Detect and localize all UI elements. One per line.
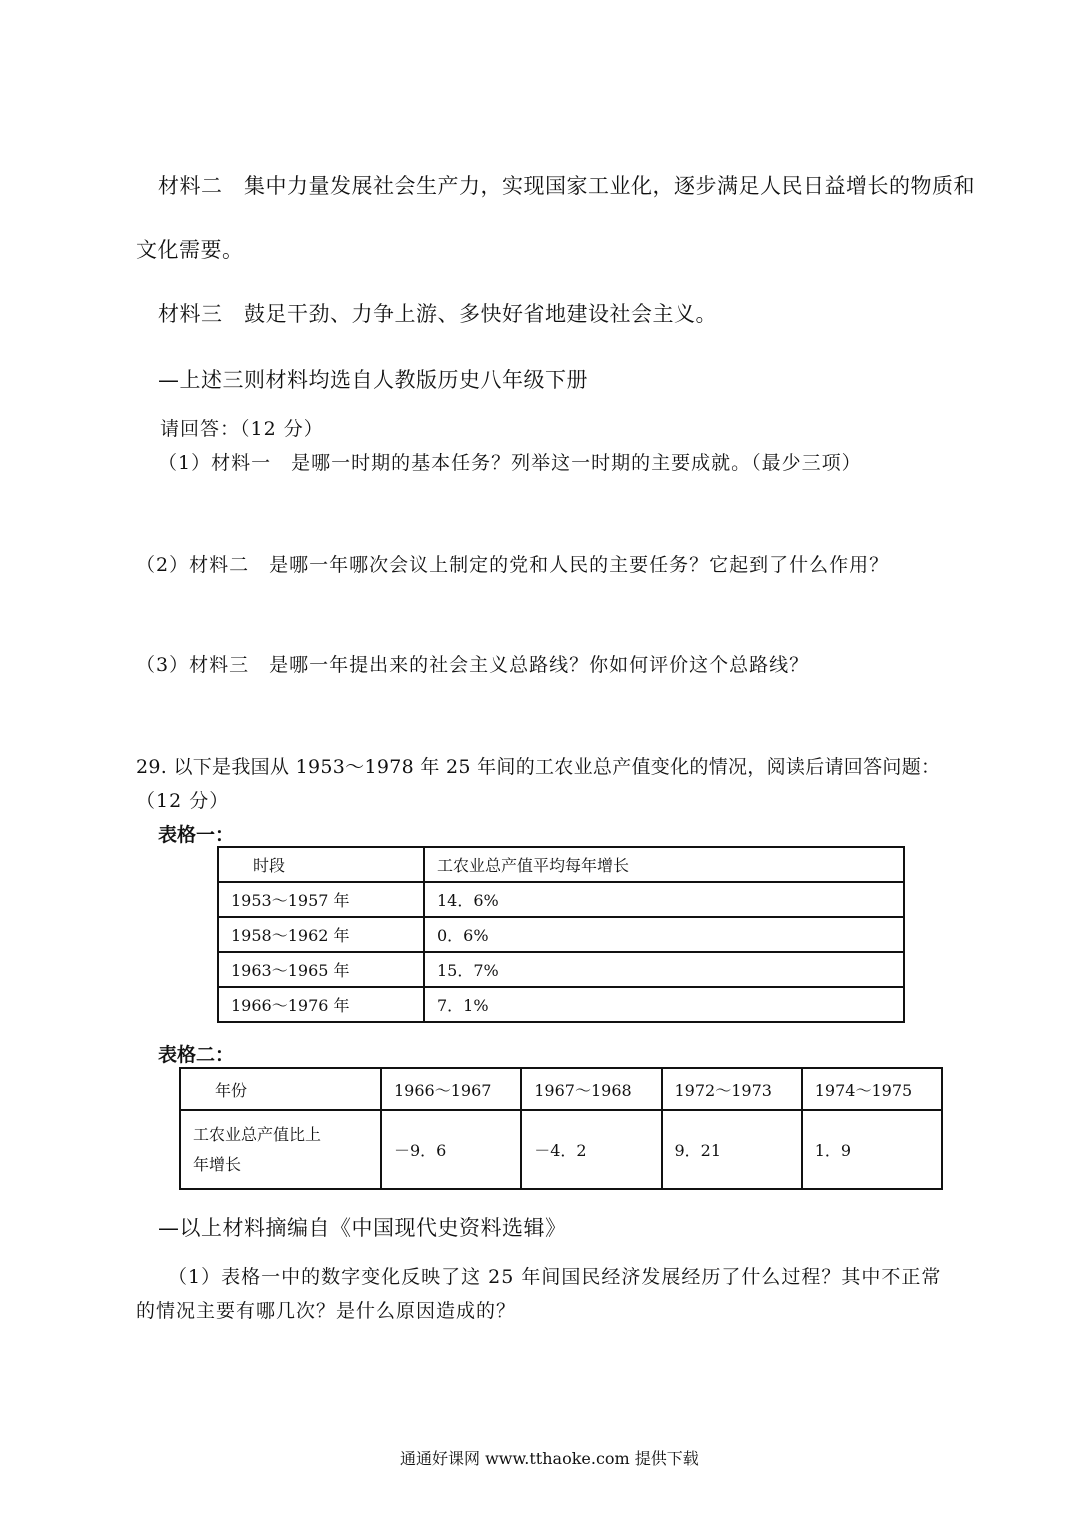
table-row [218,952,904,987]
table-row [218,882,904,917]
table-row [180,1068,942,1110]
answer-prompt: 请回答：（12 分） [160,418,324,440]
table-cell: 1958～1962 年 [218,917,424,952]
table-2 [179,1067,943,1190]
row-label-line-1: 工农业总产值比上 [193,1124,322,1144]
tables-source: —以上材料摘编自《中国现代史资料选辑》 [158,1216,567,1240]
question-2: （2）材料二 是哪一年哪次会议上制定的党和人民的主要任务？它起到了什么作用？ [136,554,890,576]
question-29-line-1: 29. 以下是我国从 1953～1978 年 25 年间的工农业总产值变化的情况，阅读后请回答问题： [136,756,941,778]
material-2-line-1: 材料二 集中力量发展社会生产力，实现国家工业化，逐步满足人民日益增长的物质和 [158,174,975,198]
table-cell: 14．6% [424,882,904,917]
material-3: 材料三 鼓足干劲、力争上游、多快好省地建设社会主义。 [158,302,717,326]
table-row [218,987,904,1022]
table-header-cell: 工农业总产值平均每年增长 [424,847,904,882]
table-cell: 0．6% [424,917,904,952]
table-header-cell: 时段 [218,847,424,882]
table-header-cell: 1967～1968 [521,1068,661,1110]
table-cell: 1963～1965 年 [218,952,424,987]
material-2-line-2: 文化需要。 [136,238,244,262]
table-cell: 1．9 [802,1110,942,1189]
table-cell: －9．6 [381,1110,521,1189]
table-row [218,917,904,952]
table-cell: 9．21 [662,1110,802,1189]
table-header-cell: 1966～1967 [381,1068,521,1110]
table-2-title: 表格二： [158,1044,235,1066]
footer: 通通好课网 www.tthaoke.com 提供下载 [400,1449,699,1468]
table-row [218,847,904,882]
question-3: （3）材料三 是哪一年提出来的社会主义总路线？你如何评价这个总路线？ [136,654,810,676]
question-29-line-2: （12 分） [136,790,230,812]
row-label-line-2: 年增长 [193,1154,242,1174]
table-cell: 7．1% [424,987,904,1022]
table-row [180,1110,942,1189]
sub-question-1-line-2: 的情况主要有哪几次？是什么原因造成的？ [136,1300,517,1322]
table-row-label [180,1110,381,1189]
table-1 [217,846,905,1023]
material-source: —上述三则材料均选自人教版历史八年级下册 [158,368,588,392]
table-cell: －4．2 [521,1110,661,1189]
sub-question-1-line-1: （1）表格一中的数字变化反映了这 25 年间国民经济发展经历了什么过程？其中不正常 [168,1266,942,1288]
question-1: （1）材料一 是哪一时期的基本任务？列举这一时期的主要成就。（最少三项） [158,452,862,474]
table-header-cell: 1972～1973 [662,1068,802,1110]
table-1-title: 表格一： [158,824,235,846]
table-header-cell: 1974～1975 [802,1068,942,1110]
table-cell: 1953～1957 年 [218,882,424,917]
table-cell: 1966～1976 年 [218,987,424,1022]
table-cell: 15．7% [424,952,904,987]
table-header-cell: 年份 [180,1068,381,1110]
